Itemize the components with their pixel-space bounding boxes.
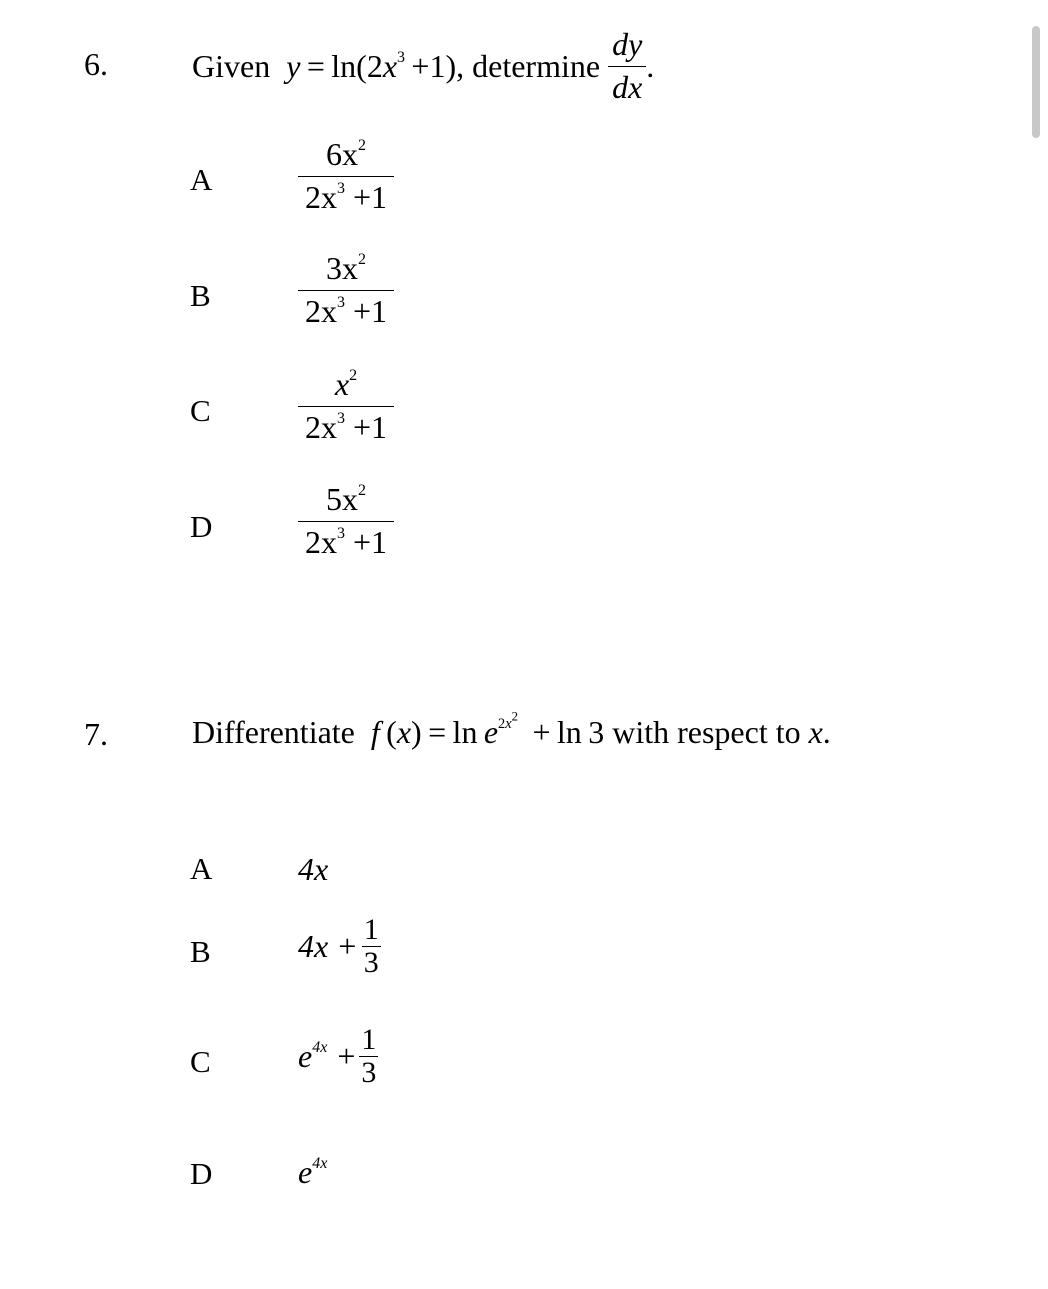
- option-a-numerator: 6x: [326, 136, 358, 172]
- vertical-scrollbar[interactable]: [1032, 26, 1040, 138]
- option-d-numerator-exponent: 2: [358, 481, 366, 499]
- question-6-option-d-expression[interactable]: [298, 483, 394, 559]
- question-7-option-c-letter[interactable]: C: [190, 1044, 211, 1079]
- question-6-option-d-letter[interactable]: D: [190, 509, 213, 544]
- question-7-option-d-expression[interactable]: [298, 1154, 327, 1191]
- q7-option-c-base: e: [298, 1037, 313, 1074]
- question-6-number: 6.: [84, 46, 108, 82]
- q7-option-b-term: 4x +: [298, 927, 358, 964]
- question-7-function: f $(x) = \ln e^{2x^2} + \ln 3$: [370, 709, 605, 750]
- q7-option-c-denominator: 3: [361, 1055, 377, 1089]
- option-a-denominator-tail: +1: [352, 178, 388, 215]
- question-6-option-b-expression[interactable]: [298, 252, 394, 328]
- question-6-option-c-letter[interactable]: C: [190, 393, 211, 428]
- option-b-numerator-exponent: 2: [358, 250, 366, 268]
- question-7-option-a-expression[interactable]: [298, 851, 328, 888]
- question-6-period: .: [646, 47, 655, 84]
- question-7-number: 7.: [84, 716, 108, 752]
- q7-option-c-numerator: 1: [361, 1023, 377, 1056]
- question-6-option-b-letter[interactable]: B: [190, 278, 211, 313]
- question-7-option-b-letter[interactable]: B: [190, 934, 211, 969]
- option-c-denominator-exponent: 3: [336, 409, 345, 427]
- option-b-denominator: 2x: [304, 292, 337, 329]
- question-7-option-d-letter[interactable]: D: [190, 1156, 213, 1191]
- question-7-with-respect-phrase: with respect to: [612, 714, 801, 750]
- question-7-differentiate-word: Differentiate: [192, 714, 355, 750]
- q7-option-b-numerator: 1: [363, 913, 379, 946]
- option-b-numerator: 3x: [326, 250, 358, 286]
- question-6-given-word: Given: [192, 47, 271, 84]
- option-a-denominator: 2x: [304, 178, 337, 215]
- question-6-determine-word: , determine: [456, 47, 601, 84]
- option-d-denominator: 2x: [304, 523, 337, 560]
- option-b-denominator-tail: +1: [352, 292, 388, 329]
- option-c-denominator-tail: +1: [352, 408, 388, 445]
- option-a-numerator-exponent: 2: [358, 136, 366, 154]
- question-6-dy-dx: $\frac{dy}{dx}$: [608, 28, 646, 104]
- option-d-numerator: 5x: [326, 481, 358, 517]
- q7-option-d-exponent: 4x: [312, 1154, 328, 1172]
- option-c-numerator: x: [334, 366, 350, 402]
- question-6-option-c-expression[interactable]: [298, 368, 394, 444]
- q7-option-d-base: e: [298, 1154, 313, 1190]
- option-b-denominator-exponent: 3: [336, 293, 345, 311]
- question-7-option-c-expression[interactable]: [298, 1024, 378, 1088]
- question-6-function: $y = \ln(2x^3 +1)$: [286, 47, 457, 84]
- question-6-prompt: [192, 28, 654, 104]
- question-6-option-a-expression[interactable]: [298, 138, 394, 214]
- question-6-option-a-letter[interactable]: A: [190, 162, 213, 197]
- option-c-numerator-exponent: 2: [349, 366, 358, 384]
- q7-option-a-value: 4x: [298, 851, 329, 887]
- option-c-denominator: 2x: [304, 408, 337, 445]
- question-7-variable: x.: [808, 714, 831, 750]
- question-7-prompt: [192, 709, 831, 751]
- q7-option-c-plus: +: [337, 1037, 356, 1074]
- option-d-denominator-tail: +1: [352, 523, 388, 560]
- question-7-option-a-letter[interactable]: A: [190, 851, 213, 886]
- q7-option-b-denominator: 3: [363, 945, 379, 979]
- option-a-denominator-exponent: 3: [336, 179, 345, 197]
- question-7-option-b-expression[interactable]: [298, 914, 381, 978]
- q7-option-c-exponent: 4x: [312, 1038, 328, 1056]
- option-d-denominator-exponent: 3: [336, 524, 345, 542]
